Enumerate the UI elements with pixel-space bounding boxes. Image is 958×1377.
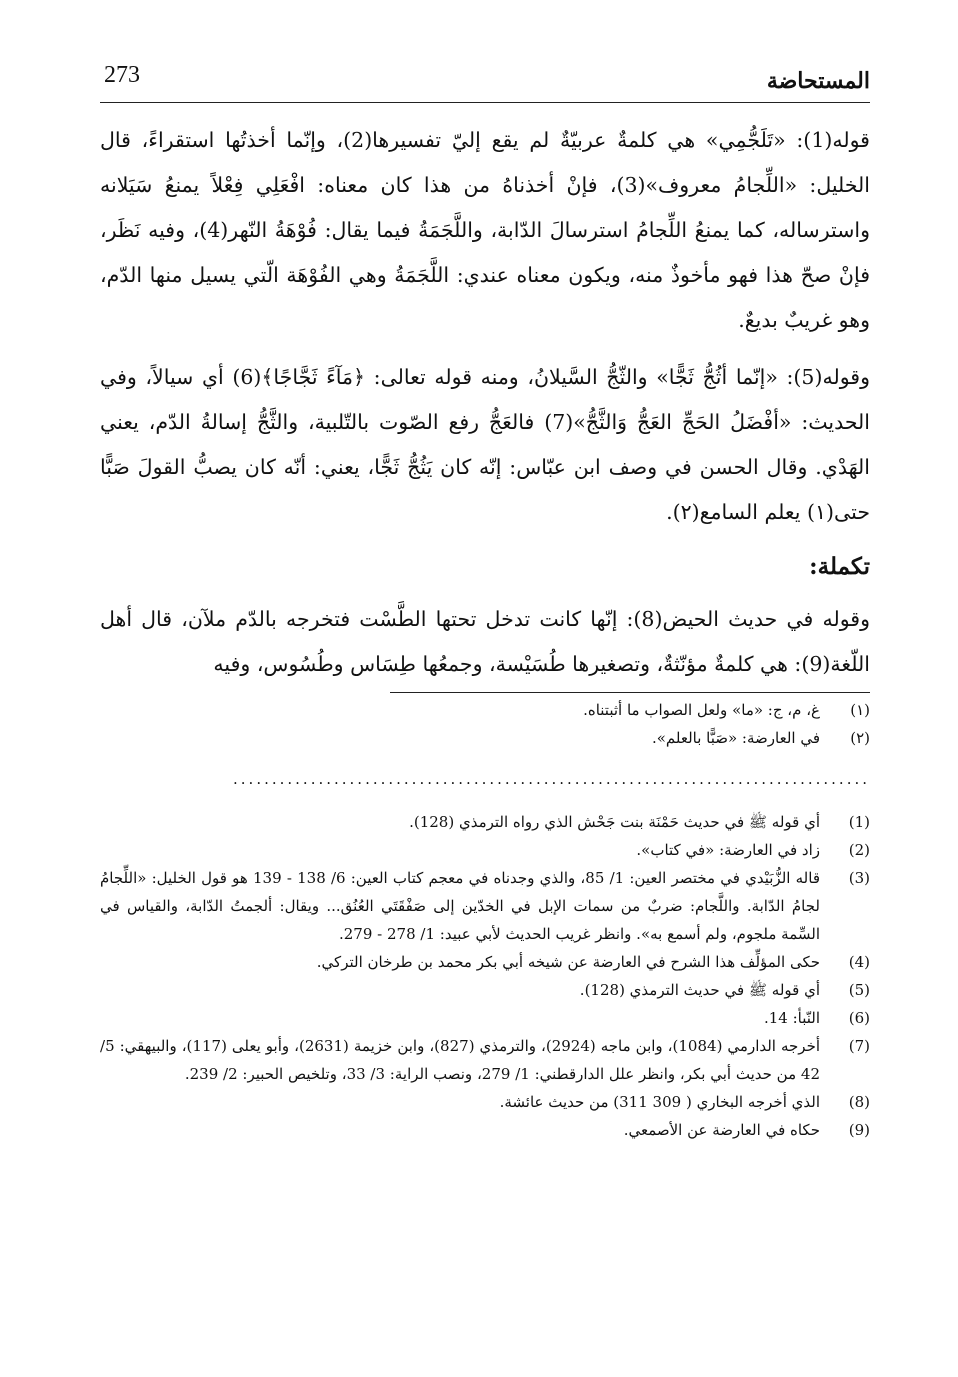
- footnote-text: غ، م، ج: «ما» ولعل الصواب ما أثبتناه.: [583, 701, 820, 719]
- paragraph-1: قوله(1): «تَلَجُّمِي» هي كلمةٌ عربيّةٌ لم يقع إليّ تفسيرها(2)، وإنّما أخذتُها استقراءً، قال الخليل: «اللِّجامُ معروف»(3)، فإنْ أخذناهُ من هذا كان معناه: افْعَلِي فِعْلاً يمنعُ سَيَلانه واسترساله، كما يمنعُ اللِّجامُ استرسالَ الدّابة، واللَّجَمَةُ فيما يقال: فُوْهَةُ النّهر(4)، وفيه نَظَر، فإنْ صحّ هذا فهو مأخوذٌ منه، ويكون معناه عندي: اللَّجَمَةُ وهي الفُوْهَة الّتي يسيل منها الدّم، وهو غريبٌ بديعٌ.: [100, 128, 870, 332]
- footnote-number: (6): [848, 1009, 870, 1027]
- footnote-text: النّبأ: 14.: [763, 1009, 820, 1027]
- footnote-text: زاد في العارضة: «في كتاب».: [636, 841, 820, 859]
- paragraph-3: وقوله في حديث الحيض(8): إنّها كانت تدخل تحتها الطَّسْت فتخرجه بالدّم ملآن، قال أهل اللّغة(9): هي كلمةٌ مؤنّثةٌ، وتصغيرها طُسَيْسة، وجمعُها طِسَاس وطُسُوس، وفيه: [100, 607, 870, 676]
- footnote: [100, 724, 870, 752]
- footnote-number: (4): [848, 953, 870, 971]
- page-number: 273: [104, 62, 140, 88]
- footnote-text: أي قوله ﷺ في حديث الترمذي (128).: [579, 981, 820, 999]
- dotted-separator: ..................................................................................: [233, 770, 870, 788]
- footnote-text: حكى المؤلِّف هذا الشرح في العارضة عن شيخه أبي بكر محمد بن طرخان التركي.: [316, 953, 820, 971]
- footnote-text: أخرجه الدارمي (1084)، وابن ماجه (2924)، والترمذي (827)، وابن خزيمة (2631)، وأبو يعلى (117)، والبيهقي: 5/ 42 من حديث أبي بكر، وانظر علل الدارقطني: 1/ 279، ونصب الراية: 3/ 33، وتلخيص الحبير: 2/ 239.: [100, 1037, 821, 1083]
- footnote-text: في العارضة: «صَبًّا بالعلم».: [651, 729, 820, 747]
- running-title: المستحاضة: [766, 68, 870, 94]
- footnote-rule: [390, 692, 870, 693]
- footnote: [100, 1116, 870, 1144]
- footnote: [100, 836, 870, 864]
- footnote: [100, 808, 870, 836]
- footnote-number: (١): [850, 701, 870, 719]
- footnote-number: (9): [848, 1121, 870, 1139]
- footnote-text: حكاه في العارضة عن الأصمعي.: [623, 1121, 820, 1139]
- footnote: [100, 864, 870, 948]
- footnote: [100, 1088, 870, 1116]
- main-text: [100, 118, 870, 699]
- section-heading: تكملة:: [809, 553, 870, 580]
- footnote-number: (٢): [850, 729, 870, 747]
- footnote-number: (3): [848, 869, 870, 887]
- footnote-text: الذي أخرجه البخاري ( 309 311) من حديث عائشة.: [499, 1093, 820, 1111]
- footnote-text: أي قوله ﷺ في حديث حَمْنَة بنت جَحْش الذي رواه الترمذي (128).: [409, 813, 820, 831]
- page-header: [100, 58, 870, 103]
- footnote-text: قاله الزُّبَيْدي في مختصر العين: 1/ 85، والذي وجدناه في معجم كتاب العين: 6/ 138 - 139 هو قول الخليل: «اللِّجامُ لجامُ الدّابة. واللَّجام: ضربٌ من سمات الإبل في الخدّين إلى صَفْقَتَي العُنُق... ويقال: ألجمتُ الدّابة، والقياس في السِّمة ملجوم، ولم أسمع به». وانظر غريب الحديث لأبي عبيد: 1/ 278 - 279.: [100, 869, 820, 943]
- paragraph-2: وقوله(5): «إنّما أثُجُّ ثَجًّا» والثّجُّ السَّيلانُ، ومنه قوله تعالى: ﴿مَآءً ثَجَّاجًا﴾(6) أي سيالاً، وفي الحديث: «أفْضَلُ الحَجِّ العَجُّ وَالثَّجُّ»(7) فالعَجُّ رفع الصّوت بالتّلبية، والثَّجُّ إسالةُ الدّم، يعني الهَدْي. وقال الحسن في وصف ابن عبّاس: إنّه كان يَثُجُّ ثَجًّا، يعني: أنّه كان يصبُّ القولَ صَبًّا حتى(١) يعلم السامع(٢).: [100, 365, 871, 524]
- footnote-number: (5): [848, 981, 870, 999]
- editor-footnotes: [100, 696, 870, 752]
- footnote: [100, 976, 870, 1004]
- footnote: [100, 948, 870, 976]
- numbered-footnotes: [100, 808, 870, 1144]
- footnote-number: (2): [848, 841, 870, 859]
- footnote-number: (8): [848, 1093, 870, 1111]
- footnote: [100, 1004, 870, 1032]
- footnote: [100, 1032, 870, 1088]
- footnote-number: (1): [848, 813, 870, 831]
- footnote-number: (7): [848, 1037, 870, 1055]
- footnote: [100, 696, 870, 724]
